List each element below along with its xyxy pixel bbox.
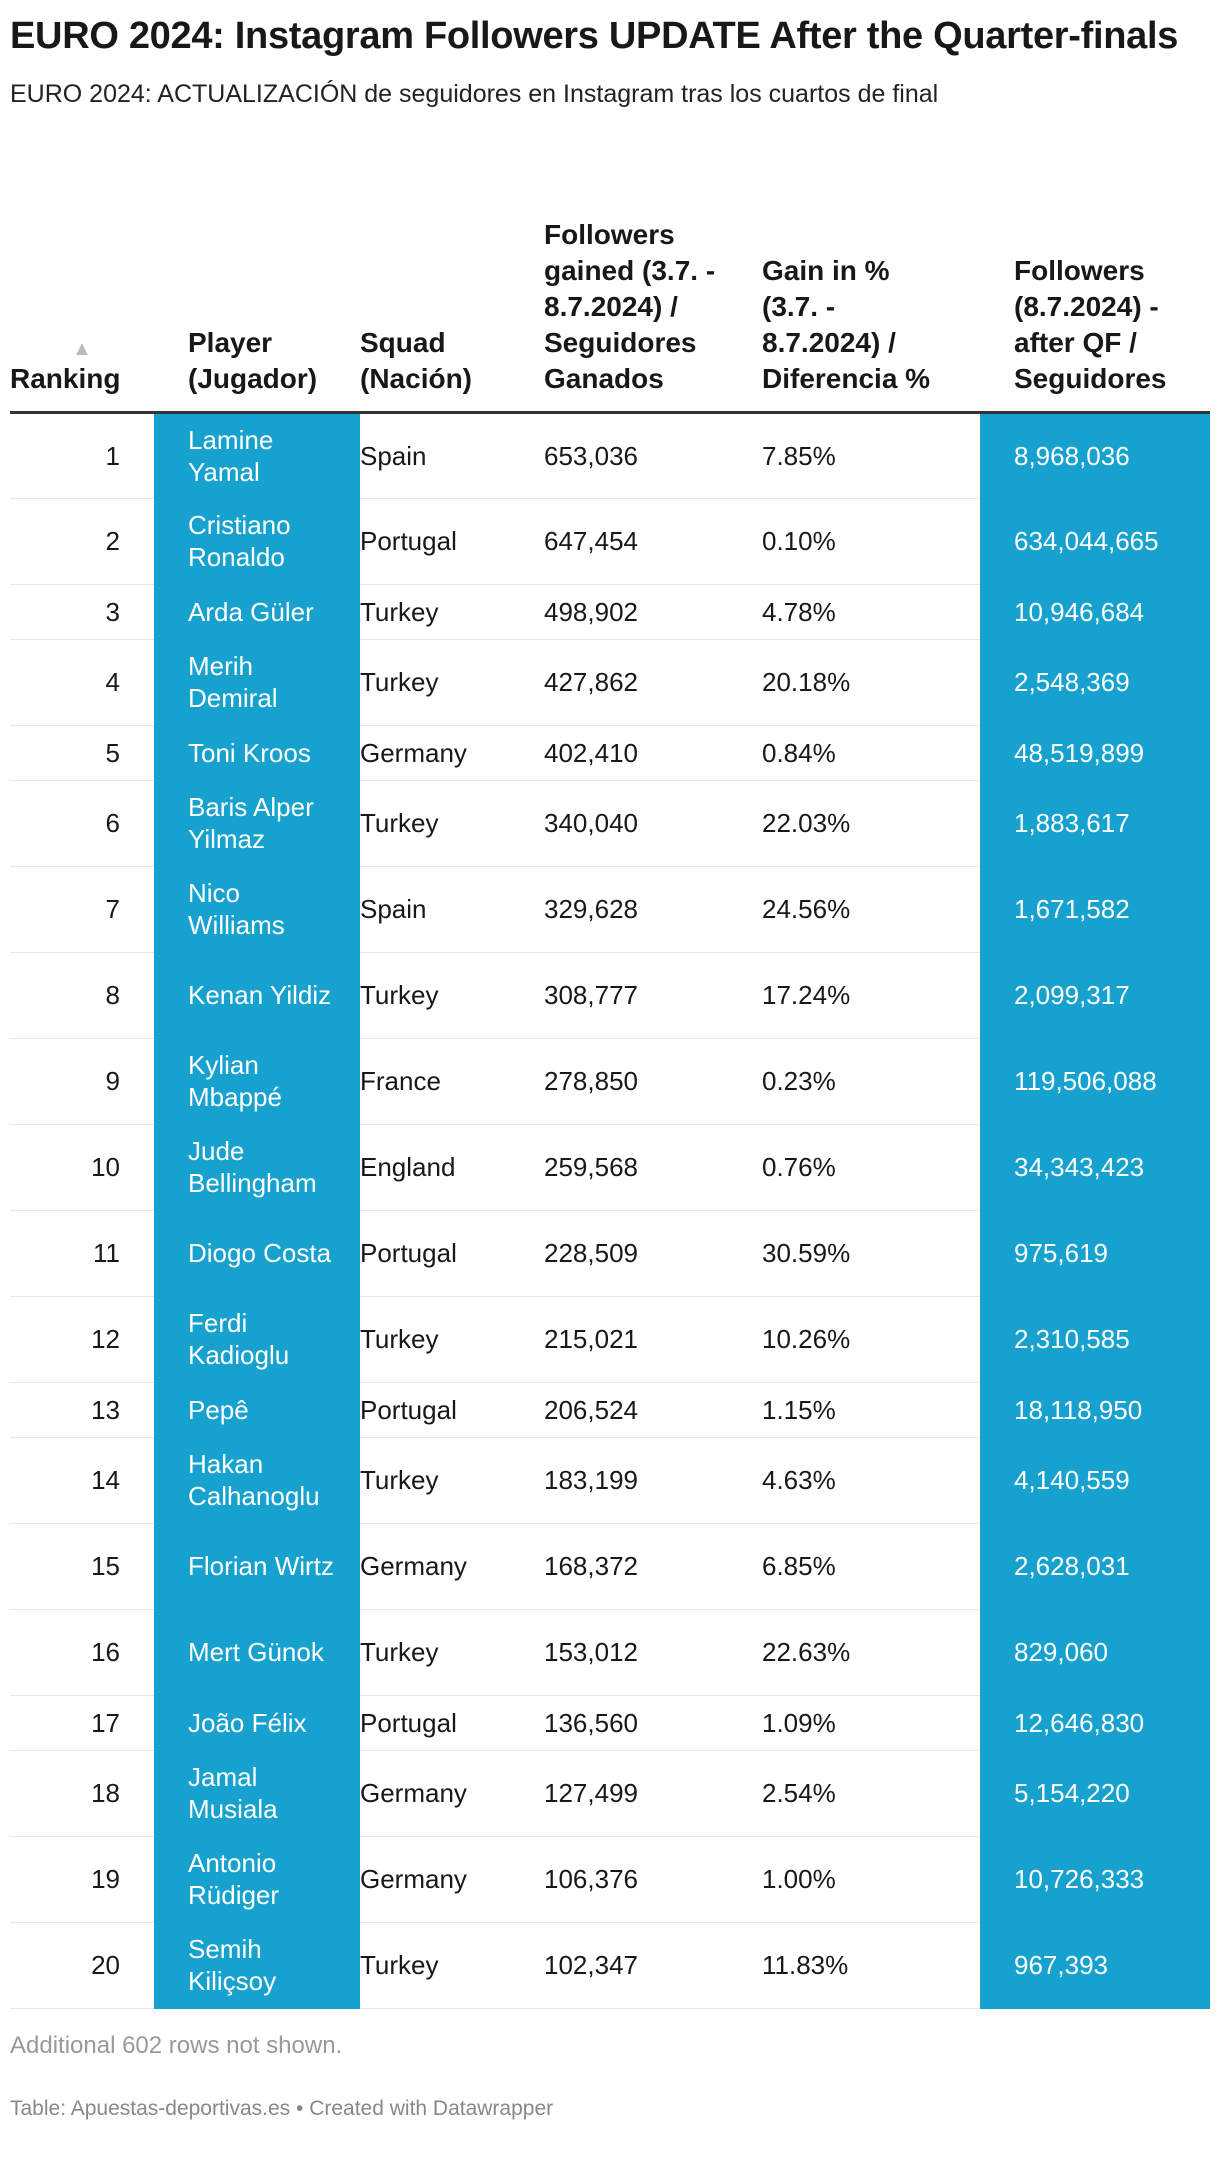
cell-ranking: 11 <box>10 1210 154 1296</box>
cell-followers-total: 2,628,031 <box>980 1523 1210 1609</box>
table-row <box>10 1437 1210 1523</box>
table-row <box>10 1382 1210 1437</box>
cell-ranking: 12 <box>10 1296 154 1382</box>
cell-player: Jamal Musiala <box>154 1750 360 1836</box>
table-row <box>10 1750 1210 1836</box>
cell-player: Jude Bellingham <box>154 1124 360 1210</box>
cell-squad: Turkey <box>360 584 544 639</box>
cell-followers-gained: 308,777 <box>544 952 762 1038</box>
cell-squad: England <box>360 1124 544 1210</box>
cell-squad: Germany <box>360 725 544 780</box>
data-table <box>10 160 1210 2009</box>
cell-player: Diogo Costa <box>154 1210 360 1296</box>
table-row <box>10 584 1210 639</box>
table-header-row <box>10 160 1210 412</box>
cell-gain-percent: 20.18% <box>762 639 980 725</box>
cell-followers-total: 975,619 <box>980 1210 1210 1296</box>
cell-gain-percent: 2.54% <box>762 1750 980 1836</box>
cell-followers-gained: 168,372 <box>544 1523 762 1609</box>
table-row <box>10 498 1210 584</box>
cell-followers-gained: 329,628 <box>544 866 762 952</box>
cell-player: Arda Güler <box>154 584 360 639</box>
cell-followers-gained: 498,902 <box>544 584 762 639</box>
cell-player: Cristiano Ronaldo <box>154 498 360 584</box>
cell-followers-gained: 102,347 <box>544 1922 762 2008</box>
cell-followers-gained: 106,376 <box>544 1836 762 1922</box>
cell-gain-percent: 0.84% <box>762 725 980 780</box>
cell-player: Antonio Rüdiger <box>154 1836 360 1922</box>
table-row <box>10 1210 1210 1296</box>
cell-squad: Portugal <box>360 1695 544 1750</box>
cell-player: Ferdi Kadioglu <box>154 1296 360 1382</box>
table-row <box>10 1038 1210 1124</box>
cell-player: Pepê <box>154 1382 360 1437</box>
cell-squad: Portugal <box>360 1382 544 1437</box>
header-followers-gained[interactable]: Followers gained (3.7. - 8.7.2024) / Seguidores Ganados <box>544 160 762 412</box>
header-player[interactable]: Player (Jugador) <box>154 160 360 412</box>
cell-player: Nico Williams <box>154 866 360 952</box>
cell-ranking: 7 <box>10 866 154 952</box>
cell-squad: Turkey <box>360 952 544 1038</box>
cell-gain-percent: 24.56% <box>762 866 980 952</box>
chart-title: EURO 2024: Instagram Followers UPDATE After the Quarter-finals <box>10 15 1179 57</box>
cell-ranking: 16 <box>10 1609 154 1695</box>
header-ranking-label: Ranking <box>10 362 121 394</box>
table-row <box>10 780 1210 866</box>
cell-ranking: 15 <box>10 1523 154 1609</box>
cell-followers-total: 48,519,899 <box>980 725 1210 780</box>
cell-squad: Turkey <box>360 1296 544 1382</box>
cell-player: João Félix <box>154 1695 360 1750</box>
table-row <box>10 1836 1210 1922</box>
header-gain-percent[interactable]: Gain in % (3.7. - 8.7.2024) / Diferencia % <box>762 160 980 412</box>
cell-followers-gained: 183,199 <box>544 1437 762 1523</box>
cell-squad: Portugal <box>360 498 544 584</box>
cell-ranking: 10 <box>10 1124 154 1210</box>
table-row <box>10 412 1210 498</box>
table-row <box>10 866 1210 952</box>
cell-followers-total: 119,506,088 <box>980 1038 1210 1124</box>
cell-gain-percent: 22.63% <box>762 1609 980 1695</box>
cell-gain-percent: 1.15% <box>762 1382 980 1437</box>
cell-followers-gained: 228,509 <box>544 1210 762 1296</box>
cell-gain-percent: 4.63% <box>762 1437 980 1523</box>
table-row <box>10 952 1210 1038</box>
cell-gain-percent: 17.24% <box>762 952 980 1038</box>
cell-gain-percent: 11.83% <box>762 1922 980 2008</box>
cell-followers-total: 8,968,036 <box>980 412 1210 498</box>
cell-ranking: 5 <box>10 725 154 780</box>
cell-followers-total: 4,140,559 <box>980 1437 1210 1523</box>
cell-followers-total: 5,154,220 <box>980 1750 1210 1836</box>
cell-gain-percent: 4.78% <box>762 584 980 639</box>
cell-followers-total: 2,310,585 <box>980 1296 1210 1382</box>
chart-container <box>10 0 1210 2123</box>
cell-followers-gained: 653,036 <box>544 412 762 498</box>
cell-followers-gained: 647,454 <box>544 498 762 584</box>
cell-squad: France <box>360 1038 544 1124</box>
cell-ranking: 4 <box>10 639 154 725</box>
cell-ranking: 19 <box>10 1836 154 1922</box>
table-row <box>10 1296 1210 1382</box>
cell-followers-gained: 127,499 <box>544 1750 762 1836</box>
cell-followers-total: 18,118,950 <box>980 1382 1210 1437</box>
cell-squad: Portugal <box>360 1210 544 1296</box>
cell-ranking: 2 <box>10 498 154 584</box>
cell-ranking: 14 <box>10 1437 154 1523</box>
cell-squad: Germany <box>360 1750 544 1836</box>
cell-player: Kenan Yildiz <box>154 952 360 1038</box>
table-row <box>10 639 1210 725</box>
cell-followers-total: 12,646,830 <box>980 1695 1210 1750</box>
cell-player: Hakan Calhanoglu <box>154 1437 360 1523</box>
cell-ranking: 18 <box>10 1750 154 1836</box>
cell-followers-total: 34,343,423 <box>980 1124 1210 1210</box>
cell-gain-percent: 10.26% <box>762 1296 980 1382</box>
cell-squad: Turkey <box>360 1609 544 1695</box>
cell-followers-total: 2,548,369 <box>980 639 1210 725</box>
cell-player: Baris Alper Yilmaz <box>154 780 360 866</box>
cell-followers-gained: 278,850 <box>544 1038 762 1124</box>
table-row <box>10 1523 1210 1609</box>
cell-squad: Turkey <box>360 780 544 866</box>
cell-gain-percent: 6.85% <box>762 1523 980 1609</box>
cell-ranking: 8 <box>10 952 154 1038</box>
cell-player: Toni Kroos <box>154 725 360 780</box>
cell-squad: Turkey <box>360 639 544 725</box>
table-row <box>10 1609 1210 1695</box>
cell-followers-total: 829,060 <box>980 1609 1210 1695</box>
cell-gain-percent: 0.10% <box>762 498 980 584</box>
cell-followers-total: 10,726,333 <box>980 1836 1210 1922</box>
cell-player: Mert Günok <box>154 1609 360 1695</box>
cell-followers-total: 1,671,582 <box>980 866 1210 952</box>
header-ranking[interactable] <box>10 160 154 412</box>
cell-squad: Spain <box>360 412 544 498</box>
cell-squad: Spain <box>360 866 544 952</box>
cell-player: Florian Wirtz <box>154 1523 360 1609</box>
table-body <box>10 412 1210 2008</box>
cell-ranking: 17 <box>10 1695 154 1750</box>
cell-ranking: 9 <box>10 1038 154 1124</box>
sort-arrow-icon[interactable]: ▲ <box>72 337 92 360</box>
cell-squad: Germany <box>360 1836 544 1922</box>
table-row <box>10 1922 1210 2008</box>
cell-followers-gained: 206,524 <box>544 1382 762 1437</box>
cell-gain-percent: 30.59% <box>762 1210 980 1296</box>
table-row <box>10 1695 1210 1750</box>
cell-followers-total: 10,946,684 <box>980 584 1210 639</box>
cell-ranking: 20 <box>10 1922 154 2008</box>
cell-followers-gained: 340,040 <box>544 780 762 866</box>
cell-followers-total: 967,393 <box>980 1922 1210 2008</box>
cell-followers-gained: 259,568 <box>544 1124 762 1210</box>
cell-squad: Germany <box>360 1523 544 1609</box>
cell-player: Lamine Yamal <box>154 412 360 498</box>
chart-subtitle: EURO 2024: ACTUALIZACIÓN de seguidores en Instagram tras los cuartos de final <box>10 80 939 108</box>
cell-gain-percent: 0.76% <box>762 1124 980 1210</box>
cell-followers-gained: 427,862 <box>544 639 762 725</box>
cell-followers-gained: 215,021 <box>544 1296 762 1382</box>
source-footer: Table: Apuestas-deportivas.es • Created with Datawrapper <box>10 2096 554 2120</box>
cell-player: Merih Demiral <box>154 639 360 725</box>
cell-gain-percent: 0.23% <box>762 1038 980 1124</box>
cell-ranking: 6 <box>10 780 154 866</box>
cell-followers-total: 1,883,617 <box>980 780 1210 866</box>
cell-gain-percent: 1.00% <box>762 1836 980 1922</box>
cell-player: Kylian Mbappé <box>154 1038 360 1124</box>
cell-player: Semih Kiliçsoy <box>154 1922 360 2008</box>
cell-gain-percent: 1.09% <box>762 1695 980 1750</box>
cell-gain-percent: 22.03% <box>762 780 980 866</box>
cell-squad: Turkey <box>360 1922 544 2008</box>
cell-followers-gained: 136,560 <box>544 1695 762 1750</box>
cell-ranking: 3 <box>10 584 154 639</box>
header-squad[interactable]: Squad (Nación) <box>360 160 544 412</box>
cell-followers-total: 634,044,665 <box>980 498 1210 584</box>
header-followers-total[interactable]: Followers (8.7.2024) - after QF / Seguidores <box>980 160 1210 412</box>
table-row <box>10 1124 1210 1210</box>
cell-squad: Turkey <box>360 1437 544 1523</box>
cell-followers-gained: 153,012 <box>544 1609 762 1695</box>
cell-gain-percent: 7.85% <box>762 412 980 498</box>
cell-ranking: 13 <box>10 1382 154 1437</box>
table-row <box>10 725 1210 780</box>
cell-ranking: 1 <box>10 412 154 498</box>
cell-followers-gained: 402,410 <box>544 725 762 780</box>
table-notes: Additional 602 rows not shown. <box>10 2031 343 2059</box>
cell-followers-total: 2,099,317 <box>980 952 1210 1038</box>
